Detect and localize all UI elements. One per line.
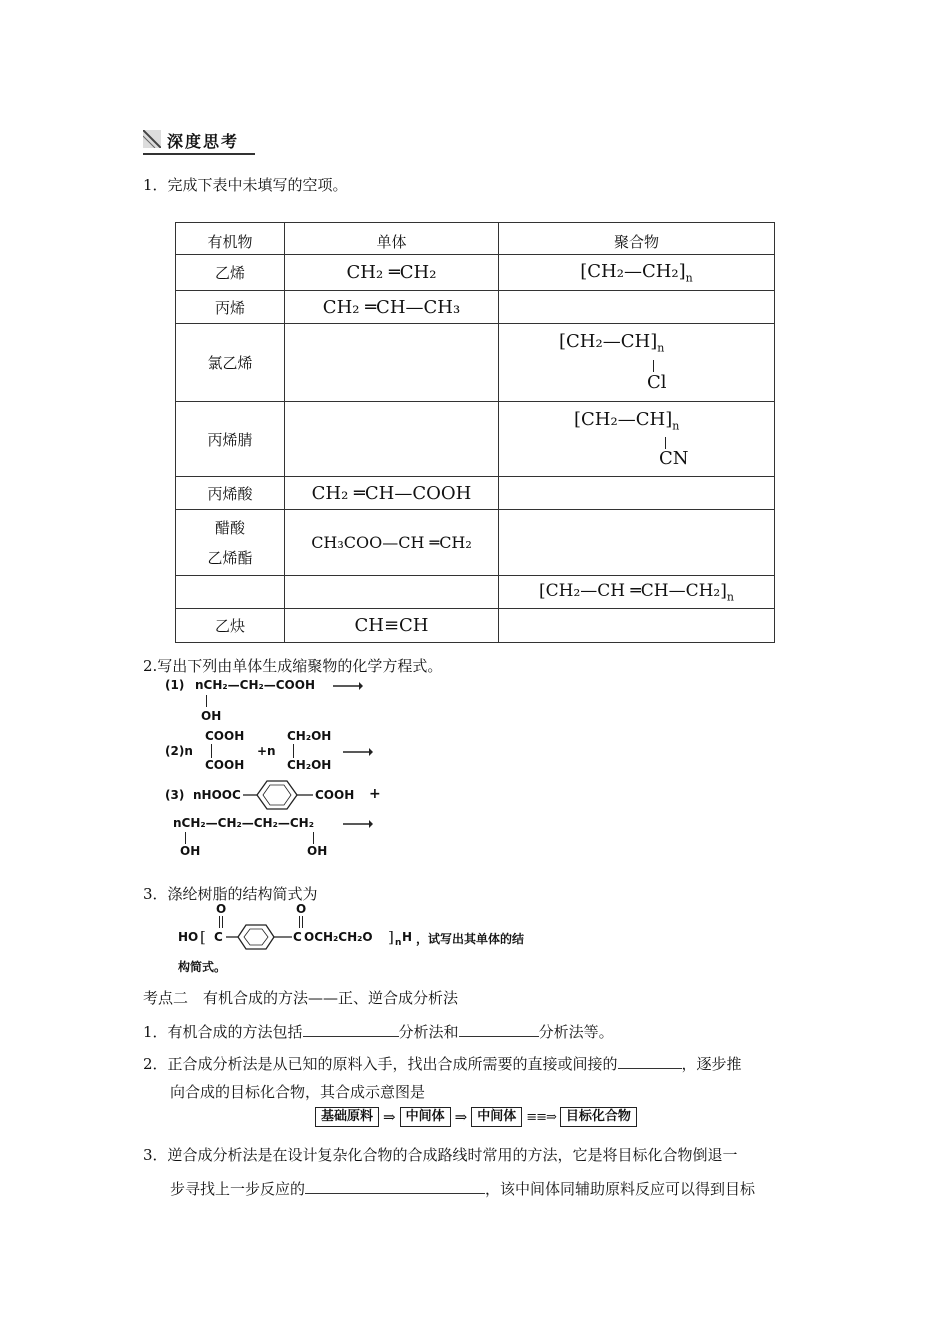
row-polymer [499, 576, 775, 609]
flow-step-intermediate-1: 中间体 [400, 1107, 451, 1127]
row-polymer [499, 324, 775, 402]
bracket-close: ] [650, 331, 658, 353]
reactions-block [165, 678, 425, 868]
reaction-2-cooh-top: COOH [205, 729, 245, 743]
row-monomer [285, 609, 499, 643]
p2-part-a: 2．正合成分析法是从已知的原料入手，找出合成所需要的直接或间接的 [143, 1055, 618, 1073]
benzene-ring-icon [226, 922, 292, 952]
row-monomer[interactable] [285, 576, 499, 609]
row-polymer[interactable] [499, 609, 775, 643]
arrow-icon [343, 746, 373, 758]
table-row [176, 255, 775, 291]
bond-line [653, 360, 654, 372]
bracket-open: [ [539, 580, 546, 601]
question-3: 3．涤纶树脂的结构简式为 [143, 885, 318, 903]
table-row [176, 576, 775, 609]
reaction-3-label: (3) [165, 788, 185, 802]
row-name: 氯乙烯 [176, 324, 285, 402]
n-subscript: n [672, 419, 680, 433]
bracket-close: ] [388, 928, 394, 946]
monomer-formula: CH₂ ═CH—COOH [311, 482, 472, 504]
dashed-arrow-icon: ≡≡⇒ [526, 1109, 556, 1125]
sec2-para-3-cont [170, 1177, 755, 1199]
reaction-2-cooh-bottom: COOH [205, 758, 245, 772]
reaction-2-plus: +n [257, 744, 276, 758]
double-bond-line [299, 916, 300, 928]
polymer-text: CH₂—CH ═CH—CH₂ [545, 580, 721, 601]
row-name: 丙烯腈 [176, 402, 285, 477]
p3-part-b: 步寻找上一步反应的 [170, 1180, 306, 1198]
benzene-ring-icon [243, 778, 313, 816]
row-monomer[interactable] [285, 402, 499, 477]
n-subscript: n [726, 590, 734, 604]
col-header-polymer: 聚合物 [499, 223, 775, 255]
row-polymer[interactable] [499, 510, 775, 576]
reaction-1-label: (1) [165, 678, 185, 692]
n-subscript: n [657, 341, 665, 355]
polymer-branch [559, 360, 774, 394]
polymer-formula [539, 580, 734, 604]
row-polymer[interactable] [499, 291, 775, 324]
polymer-text: CH₂—CH [581, 408, 666, 430]
formula-question-tail-2: 构简式。 [178, 960, 227, 974]
p1-part-a: 1．有机合成的方法包括 [143, 1023, 303, 1041]
table-row [176, 291, 775, 324]
bond-line [211, 744, 212, 758]
polymer-branch [574, 437, 774, 469]
question-1: 1．完成下表中未填写的空项。 [143, 176, 348, 194]
reaction-2-ch2oh-top: CH₂OH [287, 729, 332, 743]
row-polymer [499, 255, 775, 291]
bracket-open: [ [574, 408, 582, 430]
row-polymer [499, 402, 775, 477]
bond-line [293, 744, 294, 758]
polymer-formula [559, 331, 774, 360]
blank-3[interactable] [618, 1052, 682, 1069]
row-monomer [285, 291, 499, 324]
row-name-line1: 醋酸 [214, 518, 245, 537]
blank-2[interactable] [459, 1020, 539, 1037]
p1-part-c: 分析法等。 [538, 1023, 614, 1041]
reaction-2-label: (2)n [165, 744, 193, 758]
bracket-close: ] [665, 408, 673, 430]
flow-step-intermediate-2: 中间体 [471, 1107, 522, 1127]
sec2-para-1 [143, 1020, 614, 1042]
polyester-formula [178, 902, 578, 974]
substituent: Cl [647, 371, 667, 393]
bracket-open: [ [559, 331, 567, 353]
row-monomer [285, 255, 499, 291]
monomer-formula: CH₂ ═CH₂ [346, 262, 437, 283]
double-arrow-icon: ⇒ [454, 1108, 468, 1126]
sec2-para-2-cont: 向合成的目标化合物，其合成示意图是 [170, 1083, 426, 1101]
row-monomer [285, 510, 499, 576]
polymer-formula [580, 260, 693, 285]
row-name [176, 510, 285, 576]
table-row [176, 477, 775, 510]
formula-ho: HO [178, 930, 199, 944]
arrow-icon [333, 680, 363, 692]
section-2-title: 考点二 有机合成的方法——正、逆合成分析法 [143, 989, 459, 1007]
polymer-text: CH₂—CH [566, 331, 651, 353]
diagonal-stripes-icon [143, 130, 161, 148]
blank-1[interactable] [303, 1020, 399, 1037]
reaction-3-left: nHOOC [193, 788, 241, 802]
bond-line [185, 832, 186, 844]
bond-line [313, 832, 314, 844]
reaction-2-ch2oh-bottom: CH₂OH [287, 758, 332, 772]
monomer-formula: CH₃COO—CH ═CH₂ [311, 533, 472, 552]
row-name: 丙烯 [176, 291, 285, 324]
formula-n: n [395, 938, 402, 948]
n-subscript: n [685, 271, 693, 285]
double-bond-line [219, 916, 220, 928]
monomer-formula: CH₂ ═CH—CH₃ [322, 296, 461, 318]
formula-o-2: O [296, 902, 307, 916]
reaction-3-oh-2: OH [307, 844, 328, 858]
row-monomer[interactable] [285, 324, 499, 402]
monomer-formula: CH≡CH [354, 615, 429, 636]
sec2-para-3: 3．逆合成分析法是在设计复杂化合物的合成路线时常用的方法，它是将目标化合物倒退一 [143, 1146, 738, 1164]
row-name: 乙烯 [176, 255, 285, 291]
bracket-close: ] [678, 260, 686, 282]
table-row [176, 402, 775, 477]
flow-step-raw-material: 基础原料 [315, 1107, 379, 1127]
formula-c-1: C [214, 930, 223, 944]
question-2: 2.写出下列由单体生成缩聚物的化学方程式。 [143, 657, 443, 675]
reaction-3-plus: + [369, 786, 381, 802]
row-name[interactable] [176, 576, 285, 609]
p3-part-c: ，该中间体同辅助原料反应可以得到目标 [485, 1180, 756, 1198]
section-title: 深度思考 [167, 132, 240, 151]
flow-step-target: 目标化合物 [560, 1107, 637, 1127]
table-row [176, 324, 775, 402]
table-row [176, 609, 775, 643]
col-header-monomer: 单体 [285, 223, 499, 255]
reaction-1-formula: nCH₂—CH₂—COOH [195, 678, 316, 692]
synthesis-flow [315, 1107, 637, 1127]
row-name: 乙炔 [176, 609, 285, 643]
arrow-icon [343, 818, 373, 830]
col-header-organic: 有机物 [176, 223, 285, 255]
row-monomer [285, 477, 499, 510]
blank-4[interactable] [305, 1177, 485, 1194]
formula-question-tail: ，试写出其单体的结 [416, 932, 525, 946]
bracket-open: [ [200, 928, 206, 946]
row-name: 丙烯酸 [176, 477, 285, 510]
formula-o-1: O [216, 902, 227, 916]
table-header-row [176, 223, 775, 255]
reaction-1-oh: OH [201, 709, 222, 723]
polymer-formula [574, 409, 774, 438]
reaction-3-diol: nCH₂—CH₂—CH₂—CH₂ [173, 816, 314, 830]
section-header [143, 128, 255, 155]
p1-part-b: 分析法和 [398, 1023, 459, 1041]
bracket-open: [ [580, 260, 588, 282]
reaction-3-oh-1: OH [180, 844, 201, 858]
substituent: CN [659, 448, 689, 470]
bracket-close: ] [720, 580, 727, 601]
p2-part-b: ，逐步推 [681, 1055, 742, 1073]
formula-h: H [402, 930, 413, 944]
polymer-text: CH₂—CH₂ [587, 260, 679, 282]
reaction-3-right: COOH [315, 788, 355, 802]
row-name-line2: 乙烯酯 [207, 548, 253, 567]
formula-c-2: C [293, 930, 302, 944]
polymer-table [175, 222, 775, 643]
sec2-para-2 [143, 1052, 742, 1074]
double-arrow-icon: ⇒ [383, 1108, 396, 1126]
formula-ester-chain: OCH₂CH₂O [304, 930, 373, 944]
table-row [176, 510, 775, 576]
bond-line [206, 695, 207, 707]
row-polymer[interactable] [499, 477, 775, 510]
